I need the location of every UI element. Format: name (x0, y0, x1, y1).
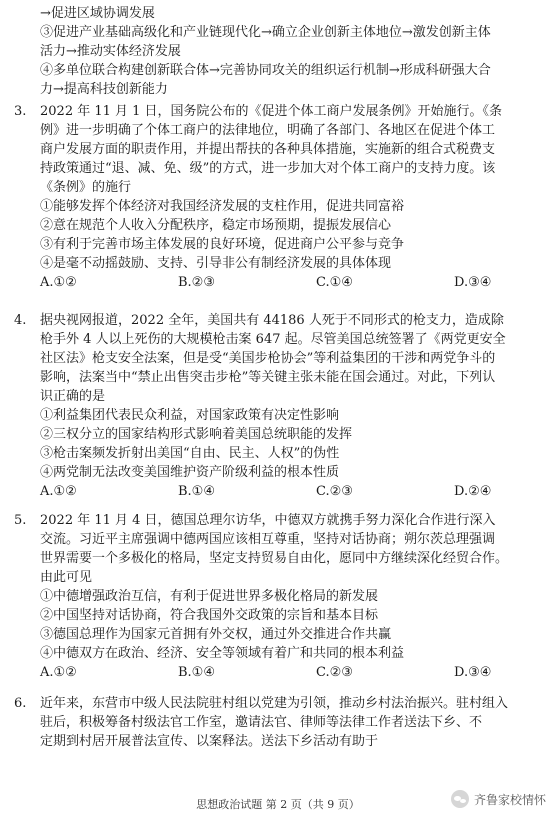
question-stem-line: 枪手外 4 人以上死伤的大规模枪击案 647 起。尽管美国总统签署了《两党更安全 (40, 332, 506, 347)
option-d: D.③④ (454, 665, 492, 680)
statement-item: ④中德双方在政治、经济、安全等领域有着广和共同的根本利益 (40, 646, 405, 661)
statement-item: ③枪击案频发折射出美国“自由、民主、人权”的伪性 (40, 446, 340, 461)
question-stem-line: 社区法》枪支安全法案，但是受“美国步枪协会”等利益集团的干涉和两党争斗的 (40, 351, 496, 366)
text-line: →促进区域协调发展 (40, 6, 155, 21)
option-a: A.①② (40, 275, 77, 290)
option-d: D.②④ (454, 484, 492, 499)
watermark-text: 齐鲁家校情怀 (473, 792, 546, 807)
statement-item: ③德国总理作为国家元首拥有外交权，通过外交推进合作共赢 (40, 627, 392, 642)
statement-item: ④是毫不动摇鼓励、支持、引导非公有制经济发展的具体体现 (40, 256, 392, 271)
option-b: B.①④ (178, 484, 215, 499)
wechat-icon (451, 790, 469, 808)
text-line: 活力→推动实体经济发展 (40, 44, 181, 59)
question-3 (14, 102, 544, 292)
question-5 (14, 511, 544, 682)
question-stem-line: 据央视网报道，2022 全年，美国共有 44186 人死于不同形式的枪支力，造成除 (40, 313, 504, 328)
watermark (451, 790, 546, 808)
question-number: 6. (14, 696, 27, 711)
question-6 (14, 694, 544, 751)
option-c: C.①④ (316, 275, 353, 290)
option-a: A.①② (40, 484, 77, 499)
statement-item: ①能够发挥个体经济对我国经济发展的支柱作用，促进共同富裕 (40, 199, 405, 214)
answer-options (14, 482, 544, 501)
question-stem-line: 交流。习近平主席强调中德两国应该相互尊重，坚持对话协商；朔尔茨总理强调 (40, 532, 496, 547)
page-footer: 思想政治试题 第 2 页（共 9 页） (196, 798, 360, 811)
statement-item: ①利益集团代表民众利益，对国家政策有决定性影响 (40, 408, 340, 423)
question-stem-line: 影响，法案当中“禁止出售突击步枪”等关键主张未能在国会通过。对此，下列认 (40, 370, 496, 385)
option-d: D.③④ (454, 275, 492, 290)
question-stem-line: 2022 年 11 月 4 日，德国总理尔访华，中德双方就携手努力深化合作进行深入 (40, 513, 496, 528)
statement-item: ①中德增强政治互信，有利于促进世界多极化格局的新发展 (40, 589, 379, 604)
option-c: C.②③ (316, 665, 353, 680)
option-c: C.②③ (316, 484, 353, 499)
statement-item: ②意在规范个人收入分配秩序，稳定市场预期，提振发展信心 (40, 218, 392, 233)
question-number: 4. (14, 313, 27, 328)
question-stem-line: 定期到村居开展普法宣传、以案释法。送法下乡活动有助于 (40, 734, 379, 749)
question-number: 5. (14, 513, 27, 528)
question-stem-line: 商户发展方面的职责作用，并提出帮扶的各种具体措施，实施新的组合式税费支 (40, 142, 496, 157)
question-stem-line: 近年来，东营市中级人民法院驻村组以党建为引领，推动乡村法治振兴。驻村组入 (40, 696, 509, 711)
question-number: 3. (14, 104, 27, 119)
question-stem-line: 2022 年 11 月 1 日，国务院公布的《促进个体工商户发展条例》开始施行。《条 (40, 104, 503, 119)
text-line: 力→提高科技创新能力 (40, 82, 168, 97)
statement-item: ②三权分立的国家结构形式影响着美国总统职能的发挥 (40, 427, 353, 442)
question-stem-line: 由此可见 (40, 570, 93, 585)
statement-item: ②中国坚持对话协商，符合我国外交政策的宗旨和基本目标 (40, 608, 379, 623)
option-b: B.①④ (178, 665, 215, 680)
question-stem-line: 《条例》的施行 (40, 180, 132, 195)
previous-question-continuation (14, 4, 544, 99)
statement-item: ③有利于完善市场主体发展的良好环境，促进商户公平参与竞争 (40, 237, 405, 252)
text-line: ③促进产业基础高级化和产业链现代化→确立企业创新主体地位→激发创新主体 (40, 25, 491, 40)
answer-options (14, 663, 544, 682)
question-stem-line: 世界需要一个多极化的格局，坚定支持贸易自由化，愿同中方继续深化经贸合作。 (40, 551, 509, 566)
answer-options (14, 273, 544, 292)
question-stem-line: 持政策通过“退、减、免、级”的方式，进一步加大对个体工商户的支持力度。该 (40, 161, 496, 176)
question-stem-line: 识正确的是 (40, 389, 106, 404)
text-line: ④多单位联合构建创新联合体→完善协同攻关的组织运行机制→形成科研强大合 (40, 63, 491, 78)
question-stem-line: 例》进一步明确了个体工商户的法律地位，明确了各部门、各地区在促进个体工 (40, 123, 496, 138)
statement-item: ④两党制无法改变美国维护资产阶级利益的根本性质 (40, 465, 340, 480)
option-a: A.①② (40, 665, 77, 680)
question-4 (14, 311, 544, 501)
option-b: B.②③ (178, 275, 215, 290)
question-stem-line: 驻后，积极筹备村级法官工作室，邀请法官、律师等法律工作者送法下乡、不 (40, 715, 483, 730)
